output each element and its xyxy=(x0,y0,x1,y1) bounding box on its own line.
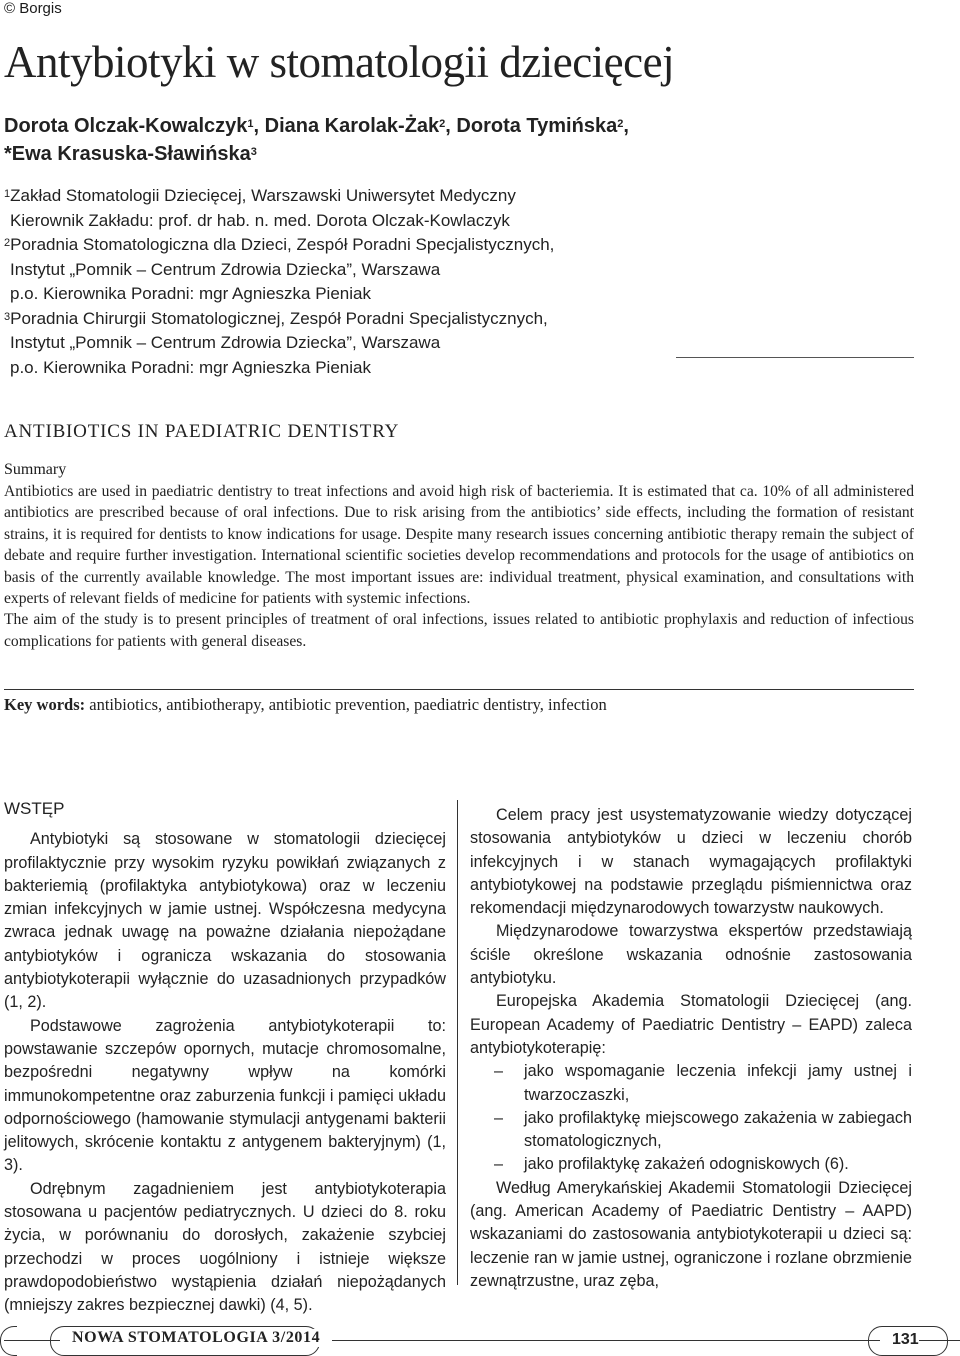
authors xyxy=(4,112,944,168)
left-paragraph-3: Odrębnym zagadnieniem jest antybiotykoterapia stosowana u pacjentów pediatrycznych. U dzieci do 8. roku życia, w porównaniu do dorosłych, zakażenie szybciej przechodzi w proces uogólniony i istnieje większe prawdopodobieństwo wystąpienia działań niepożądanych (mniejszy zakres bezpiecznej dawki) (4, 5). xyxy=(4,1179,446,1315)
affiliations xyxy=(4,184,704,380)
affiliation-2 xyxy=(4,233,704,307)
list-item xyxy=(470,1153,912,1176)
bullet-dash: – xyxy=(494,1155,504,1174)
left-paragraph-2: Podstawowe zagrożenia antybiotykoterapii to: powstawanie szczepów opornych, mutacje chromosomalne, bezpośredni negatywny wpływ na komórki immunokompetentne oraz zaburzenia funkcji i pamięci układu odpornościowego (hamowanie stymulacji antygenami bakterii jelitowych, skrócenie kontaktu z antygenem bakteryjnym) (1, 3). xyxy=(4,1016,446,1175)
keywords-rule xyxy=(4,689,914,690)
affiliation-1 xyxy=(4,184,704,233)
author-1: Dorota Olczak-Kowalczyk xyxy=(4,115,248,137)
english-title: ANTIBIOTICS IN PAEDIATRIC DENTISTRY xyxy=(4,421,400,442)
left-column xyxy=(4,797,446,1318)
affiliation-3-head: p.o. Kierownika Poradni: mgr Agnieszka Pieniak xyxy=(10,357,371,377)
right-column xyxy=(470,804,912,1293)
left-paragraph-1: Antybiotyki są stosowane w stomatologii dziecięcej profilaktycznie przy wysokim ryzyku powikłań związanych z bakteriemią (profilaktyka antybiotykowa) oraz w leczeniu zmian infekcyjnych w jamie ustnej. Współczesna medycyna zwraca jednak uwagę na poważne działania niepożądane antybiotyków i ogranicza wskazania do stosowania antybiotykoterapii wyłącznie do uzasadnionych przypadków (1, 2). xyxy=(4,830,446,1012)
affiliation-3 xyxy=(4,307,704,381)
list-item-text: jako profilaktykę zakażeń odogniskowych (6). xyxy=(524,1155,849,1174)
journal-name: NOWA STOMATOLOGIA 3/2014 xyxy=(60,1329,332,1347)
summary-label: Summary xyxy=(4,461,67,478)
right-paragraph-4: Według Amerykańskiej Akademii Stomatologii Dziecięcej (ang. American Academy of Paediatric Dentistry – AAPD) wskazaniami do zastosowania antybiotykoterapii u dzieci są: leczenie ran w jamie ustnej, ograniczone i rozlane obrzmienie zewnątrzustne, uraz zęba, xyxy=(470,1178,912,1290)
summary-paragraph-2: The aim of the study is to present principles of treatment of oral infections, issues related to antibiotic prophylaxis and reduction of infectious complications for patients with general diseases. xyxy=(4,611,914,650)
affiliation-2-sup: 2 xyxy=(4,237,11,249)
article-title: Antybiotyki w stomatologii dziecięcej xyxy=(4,37,675,87)
author-4-sup: 3 xyxy=(250,146,257,158)
right-paragraph-1: Celem pracy jest usystematyzowanie wiedzy dotyczącej stosowania antybiotyków u dzieci w leczeniu chorób infekcyjnych i w stanach wymagających profilaktyki antybiotykowej na podstawie przeglądu piśmiennictwa oraz rekomendacji międzynarodowych towarzystw naukowych. xyxy=(470,806,912,918)
affiliation-1-head: Kierownik Zakładu: prof. dr hab. n. med. Dorota Olczak-Kowlaczyk xyxy=(10,210,510,230)
affiliation-2-institute: Instytut „Pomnik – Centrum Zdrowia Dziecka”, Warszawa xyxy=(10,259,441,279)
affiliation-1-sup: 1 xyxy=(4,188,11,200)
affiliation-rule xyxy=(676,357,914,358)
author-3-sup: 2 xyxy=(617,118,624,130)
affiliation-3-sup: 3 xyxy=(4,310,11,323)
author-3-end: , xyxy=(623,115,629,137)
list-item xyxy=(470,1107,912,1154)
copyright: © Borgis xyxy=(4,0,62,17)
keywords-text: antibiotics, antibiotherapy, antibiotic prevention, paediatric dentistry, infection xyxy=(85,695,607,714)
summary-paragraph-1: Antibiotics are used in paediatric dentistry to treat infections and avoid high risk of bacteriemia. It is estimated that ca. 10% of all administered antibiotics are prescribed because of oral infections. Due to risk arising from the antibiotics’ side effects, including the formation of resistant strains, it is required for dentists to know indications for usage. Despite many research issues concerning antibiotic therapy remain the subject of debate and require further investigation. International scientific societies develop recommendations and protocols for the usage of antibiotics on basis of the currently available knowledge. The most important issues are: individual treatment, physical examination, and consultations with experts of relevant fields of medicine for patients with systemic infections. xyxy=(4,483,914,608)
list-item-text: jako profilaktykę miejscowego zakażenia w zabiegach stomatologicznych, xyxy=(524,1108,912,1151)
section-heading: WSTĘP xyxy=(4,799,65,818)
right-paragraph-3: Europejska Akademia Stomatologii Dziecięcej (ang. European Academy of Paediatric Dentistry – EAPD) zaleca antybiotykoterapię: xyxy=(470,992,912,1057)
list-item xyxy=(470,1060,912,1107)
author-3: , Dorota Tymińska xyxy=(445,115,618,137)
list-item-text: jako wspomaganie leczenia infekcji jamy ustnej i twarzoczaszki, xyxy=(524,1062,912,1104)
summary xyxy=(4,481,914,652)
affiliation-3-institute: Instytut „Pomnik – Centrum Zdrowia Dziecka”, Warszawa xyxy=(10,333,441,352)
author-4: *Ewa Krasuska-Sławińska xyxy=(4,143,251,165)
affiliation-2-line: Poradnia Stomatologiczna dla Dzieci, Zespół Poradni Specjalistycznych, xyxy=(10,235,555,254)
affiliation-3-line: Poradnia Chirurgii Stomatologicznej, Zespół Poradni Specjalistycznych, xyxy=(10,308,548,328)
column-divider xyxy=(457,800,458,1285)
author-2: , Diana Karolak-Żak xyxy=(253,115,440,137)
keywords xyxy=(4,695,914,715)
keywords-label: Key words: xyxy=(4,695,86,714)
affiliation-1-line: Zakład Stomatologii Dziecięcej, Warszawski Uniwersytet Medyczny xyxy=(10,186,516,205)
affiliation-2-head: p.o. Kierownika Poradni: mgr Agnieszka Pieniak xyxy=(10,284,371,303)
page-number: 131 xyxy=(880,1331,919,1349)
bullet-dash: – xyxy=(494,1108,504,1127)
author-2-sup: 2 xyxy=(439,118,446,130)
right-paragraph-2: Międzynarodowe towarzystwa ekspertów przedstawiają ściśle określone wskazania odnośnie zastosowania antybiotyku. xyxy=(470,922,912,988)
bullet-dash: – xyxy=(494,1062,504,1081)
author-1-sup: 1 xyxy=(247,118,254,130)
footer-left-cap xyxy=(0,1326,17,1356)
